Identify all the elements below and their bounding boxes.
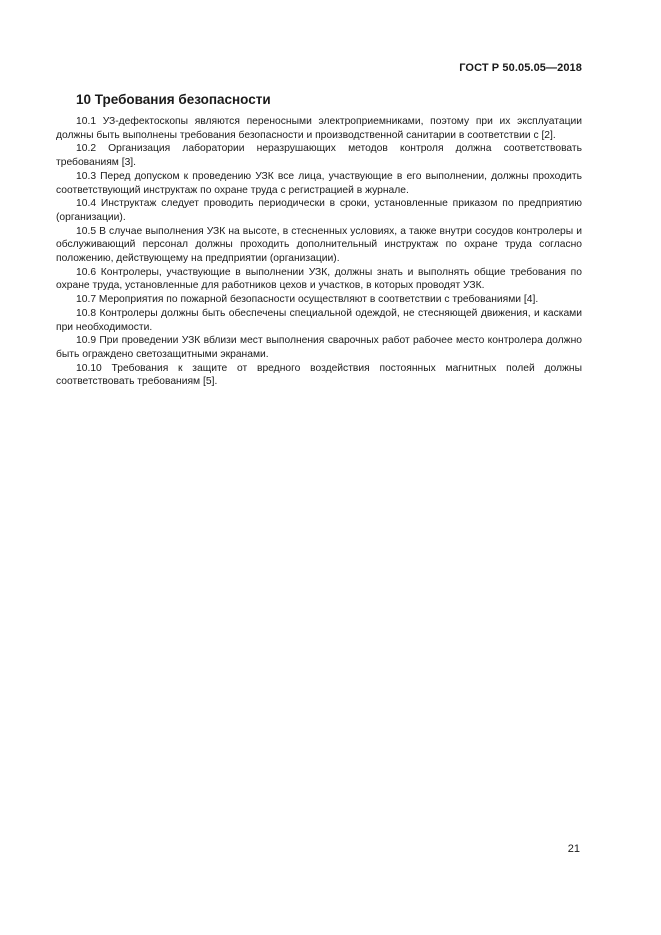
paragraph-10-5: 10.5 В случае выполнения УЗК на высоте, в стесненных условиях, а также внутри сосудов контролеры и обслуживающий персонал должны проходить дополнительный инструктаж по охране труда согласно положению, действующему на предприятии (организации).: [56, 225, 582, 265]
paragraph-10-10: 10.10 Требования к защите от вредного воздействия постоянных магнитных полей должны соответствовать требованиям [5].: [56, 362, 582, 388]
paragraph-10-8: 10.8 Контролеры должны быть обеспечены специальной одеждой, не стесняющей движения, и касками при необходимости.: [56, 307, 582, 333]
paragraph-10-9: 10.9 При проведении УЗК вблизи мест выполнения сварочных работ рабочее место контролера должно быть ограждено светозащитными экранами.: [56, 335, 582, 360]
paragraph-10-2: 10.2 Организация лаборатории неразрушающих методов контроля должна соответствовать требованиям [3].: [56, 143, 582, 169]
standard-code: ГОСТ Р 50.05.05—2018: [459, 62, 582, 74]
paragraph-10-4: 10.4 Инструктаж следует проводить периодически в сроки, установленные приказом по предприятию (организации).: [56, 198, 582, 223]
paragraph-10-1: 10.1 УЗ-дефектоскопы являются переносными электроприемниками, поэтому при их эксплуатации должны быть выполнены требования безопасности и производственной санитарии в соответствии с [2].: [56, 116, 582, 141]
paragraph-10-7: 10.7 Мероприятия по пожарной безопасности осуществляют в соответствии с требованиями [4].: [76, 294, 539, 306]
section-title: 10 Требования безопасности: [76, 92, 271, 107]
paragraph-10-3: 10.3 Перед допуском к проведению УЗК все лица, участвующие в его выполнении, должны проходить соответствующий инструктаж по охране труда с регистрацией в журнале.: [56, 170, 582, 196]
paragraph-10-6: 10.6 Контролеры, участвующие в выполнении УЗК, должны знать и выполнять общие требования по охране труда, установленные для работников цехов и участков, в которых проводят УЗК.: [56, 266, 582, 292]
section-body: [56, 115, 582, 389]
page-number: 21: [567, 843, 580, 855]
